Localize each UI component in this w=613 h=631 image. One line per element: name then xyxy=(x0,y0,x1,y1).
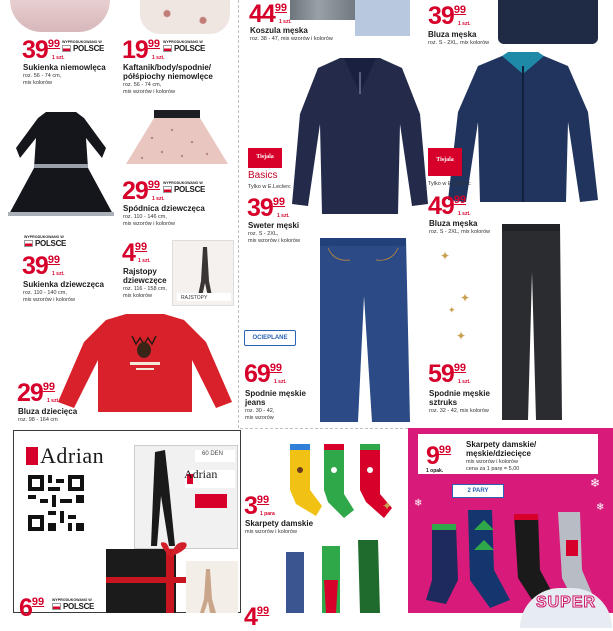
jeans-image xyxy=(314,236,412,424)
tisjala-logo: Tisjala xyxy=(248,148,282,168)
skirt-image xyxy=(122,108,232,168)
adrian-price: 699 xyxy=(19,594,45,622)
zip-hoodie-name: Bluza męska xyxy=(429,219,478,228)
svg-text:RAJSTOPY: RAJSTOPY xyxy=(181,295,208,301)
girls-dress-name: Sukienka dziewczęca xyxy=(23,280,104,289)
adrian-tights-package-image xyxy=(134,445,238,549)
sweater-image xyxy=(290,54,430,220)
kids-sweatshirt-desc: roz. 98 - 164 cm xyxy=(18,417,58,423)
exclusive-label: Tylko w E.Leclerc xyxy=(428,181,471,187)
girls-dress-desc: mix wzorów i kolorów xyxy=(23,297,75,303)
hoodie-top-image xyxy=(498,0,598,44)
insulated-tag: OCIEPLANE xyxy=(244,330,296,346)
sweater-price: 3999 1 szt. xyxy=(247,194,290,222)
made-in-poland-badge: WYPRODUKOWANO W POLSCE xyxy=(52,598,95,611)
sweater-name: Sweter męski xyxy=(248,221,300,230)
snowflake-icon: ❄ xyxy=(596,502,605,513)
jeans-name-l1: Spodnie męskie xyxy=(245,389,306,398)
adrian-den-label: 60 DEN xyxy=(202,451,224,457)
shirt-desc: roz. 38 - 47, mix wzorów i kolorów xyxy=(250,36,333,42)
tights-desc: mix kolorów xyxy=(123,293,153,299)
adrian-logo-mark-icon xyxy=(26,447,38,465)
skirt-size: roz. 110 - 146 cm, xyxy=(123,214,167,220)
promo-desc: mix wzorów i kolorów xyxy=(466,459,518,465)
star-decoration-icon: ✦ xyxy=(460,291,471,305)
star-decoration-icon: ✦ xyxy=(456,329,467,343)
kaftanik-size: roz. 56 - 74 cm, xyxy=(123,82,162,88)
promo-name-l1: Skarpety damskie/ xyxy=(466,440,537,449)
poland-flag-icon xyxy=(52,603,61,610)
socks-promo-box xyxy=(408,428,613,613)
shirt-price: 4499 1 szt. xyxy=(249,0,292,28)
jeans-price: 6999 1 szt. xyxy=(244,360,287,388)
sweater-size: roz. S - 2XL, xyxy=(248,231,279,237)
poland-flag-icon xyxy=(163,186,172,193)
made-in-poland-badge: WYPRODUKOWANO W POLSCE xyxy=(24,235,67,248)
zip-hoodie-desc: roz. S - 2XL, mix kolorów xyxy=(429,229,491,235)
basics-label: Basics xyxy=(248,170,278,181)
made-in-poland-badge: WYPRODUKOWANO W POLSCE xyxy=(163,40,206,53)
promo-price: 999 xyxy=(426,442,452,470)
girls-dress-price: 3999 1 szt. xyxy=(22,252,65,280)
dress-name: Sukienka niemowlęca xyxy=(23,63,106,72)
velvet-dress-image xyxy=(6,108,116,220)
tights-name-l2: dziewczęce xyxy=(123,276,167,285)
shirt-name: Koszula męska xyxy=(250,26,308,35)
kaftanik-name-l2: półśpiochy niemowlęce xyxy=(123,72,213,81)
shirt-image xyxy=(290,0,360,20)
adrian-logo: Adrian xyxy=(26,443,104,469)
star-decoration-icon: ✦ xyxy=(382,499,393,513)
dress-image xyxy=(10,0,110,32)
snowflake-icon: ❄ xyxy=(590,476,601,490)
tights-name-l1: Rajstopy xyxy=(123,267,157,276)
qr-code xyxy=(28,475,84,531)
corduroy-image xyxy=(498,222,564,422)
jeans-desc: mix wzorów xyxy=(245,415,274,421)
promo-price-per-pair: cena za 1 parę = 5,00 xyxy=(466,466,520,472)
made-in-poland-badge: WYPRODUKOWANO W POLSCE xyxy=(62,40,105,53)
hoodie-top-price: 3999 1 szt. xyxy=(428,2,471,30)
promo-unit: 1 opak. xyxy=(426,468,444,474)
star-decoration-icon: ✦ xyxy=(440,249,451,263)
hoodie-top-name: Bluza męska xyxy=(428,30,477,39)
socks-desc: mix wzorów i kolorów xyxy=(245,529,297,535)
tights-price: 499 1 szt. xyxy=(122,239,151,267)
corduroy-name-l1: Spodnie męskie xyxy=(429,389,490,398)
socks-name: Skarpety damskie xyxy=(245,519,314,528)
two-pairs-tag: 2 PARY xyxy=(452,484,504,498)
skirt-name: Spódnica dziewczęca xyxy=(123,204,205,213)
corduroy-desc: roz. 32 - 42, mix kolorów xyxy=(429,408,489,414)
column-separator xyxy=(238,0,239,428)
row-separator xyxy=(240,428,408,429)
skirt-price: 2999 1 szt. xyxy=(122,177,165,205)
hoodie-top-desc: roz. S - 2XL, mix kolorów xyxy=(428,40,490,46)
socks-image-2 xyxy=(282,540,406,613)
corduroy-name-l2: sztruks xyxy=(429,398,458,407)
exclusive-label: Tylko w E.Leclerc xyxy=(248,184,291,190)
kids-sweatshirt-price: 2999 1 szt. xyxy=(17,379,60,407)
adrian-brand-2: Adrian xyxy=(184,467,218,481)
socks-price: 399 1 para xyxy=(244,492,275,520)
jeans-name-l2: jeans xyxy=(245,398,266,407)
corduroy-price: 5999 1 szt. xyxy=(428,360,471,388)
zip-hoodie-price: 4999 1 szt. xyxy=(428,192,471,220)
shirt-image-2 xyxy=(355,0,410,36)
sweater-desc: mix wzorów i kolorów xyxy=(248,238,300,244)
jeans-size: roz. 30 - 42, xyxy=(245,408,275,414)
promo-name-l2: męskie/dziecięce xyxy=(466,449,531,458)
kaftanik-image xyxy=(140,0,230,34)
super-badge: SUPER xyxy=(520,588,612,628)
dress-desc: mix kolorów xyxy=(23,80,53,86)
tights-package-image xyxy=(172,240,234,306)
snowflake-icon: ❄ xyxy=(414,498,423,509)
tights-size: roz. 116 - 158 cm, xyxy=(123,286,167,292)
poland-flag-icon xyxy=(24,240,33,247)
kids-sweatshirt-image xyxy=(56,312,234,416)
dress-size: roz. 56 - 74 cm, xyxy=(23,73,62,79)
adrian-promo-box xyxy=(13,430,241,613)
kaftanik-name-l1: Kaftanik/body/spodnie/ xyxy=(123,63,212,72)
tisjala-logo: Tisjala xyxy=(428,148,462,176)
made-in-poland-badge: WYPRODUKOWANO W POLSCE xyxy=(163,181,206,194)
kaftanik-price: 1999 1 szt. xyxy=(122,36,165,64)
bottom-price: 499 xyxy=(244,603,270,631)
poland-flag-icon xyxy=(62,45,71,52)
star-decoration-icon: ✦ xyxy=(448,305,456,315)
poland-flag-icon xyxy=(163,45,172,52)
girls-dress-size: roz. 110 - 140 cm, xyxy=(23,290,67,296)
kaftanik-desc: mix wzorów i kolorów xyxy=(123,89,175,95)
gift-box-image xyxy=(106,539,238,613)
promo-card xyxy=(418,434,598,474)
skirt-desc: mix wzorów i kolorów xyxy=(123,221,175,227)
dress-price: 3999 1 szt. xyxy=(22,36,65,64)
kids-sweatshirt-name: Bluza dziecięca xyxy=(18,407,78,416)
